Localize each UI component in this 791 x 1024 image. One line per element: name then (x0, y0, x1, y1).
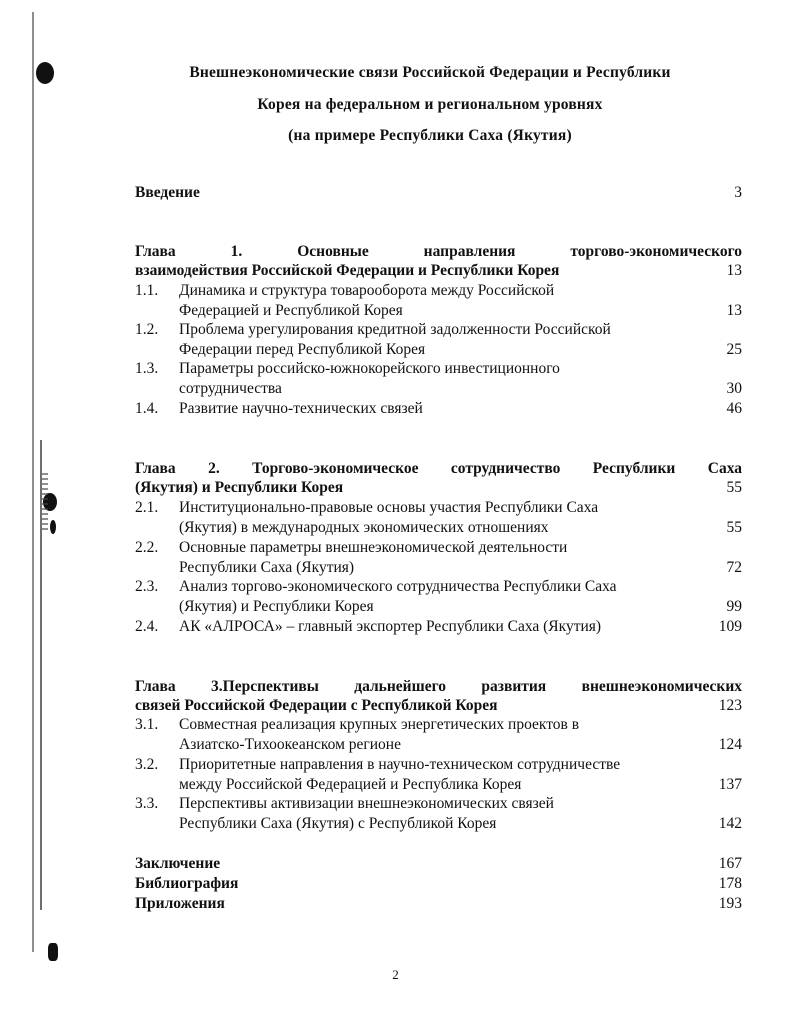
toc-label: Введение (135, 184, 200, 201)
chapter-heading-line-2 (135, 261, 742, 280)
toc-page: 46 (726, 400, 742, 417)
section-title-line-1: Институционально-правовые основы участия Республики Саха (179, 499, 599, 516)
section-number: 3.3. (135, 795, 159, 812)
toc-section (135, 794, 742, 834)
toc-section (135, 577, 742, 617)
toc-page: 193 (718, 895, 742, 912)
chapter-heading-text: связей Российской Федерации с Республикой Корея (135, 697, 498, 714)
section-number: 2.4. (135, 618, 159, 635)
section-number: 2.3. (135, 578, 159, 595)
document-title-line-2: Корея на федеральном и региональном уровнях (257, 96, 603, 113)
toc-page: 25 (726, 341, 742, 358)
scan-artifact-blot (48, 943, 58, 961)
section-title-line-1: АК «АЛРОСА» – главный экспортер Республики Саха (Якутия) (179, 618, 602, 635)
toc-page: 137 (718, 776, 742, 793)
toc-page: 72 (726, 559, 742, 576)
section-title-line-1: Анализ торгово-экономического сотрудничества Республики Саха (179, 578, 617, 595)
section-title-line-1: Основные параметры внешнеэкономической деятельности (179, 539, 568, 556)
toc-page: 55 (726, 479, 742, 496)
chapter-heading-line-2 (135, 478, 742, 497)
toc-label: Библиография (135, 875, 239, 892)
section-number: 1.2. (135, 321, 159, 338)
toc-page: 124 (718, 736, 742, 753)
chapter-heading-line-1: Глава 3.Перспективы дальнейшего развития внешнеэкономических (135, 678, 742, 695)
chapter-heading-text: (Якутия) и Республики Корея (135, 479, 344, 496)
toc-page: 167 (718, 855, 742, 872)
section-title-line-1: Приоритетные направления в научно-техническом сотрудничестве (179, 756, 621, 773)
toc-page: 13 (726, 262, 742, 279)
toc-section (135, 538, 742, 578)
section-number: 1.3. (135, 360, 159, 377)
section-title-line-2: сотрудничества (179, 380, 282, 397)
toc-label: Приложения (135, 895, 225, 912)
toc-entry-bibliography (135, 874, 742, 893)
scan-artifact-hatch (42, 470, 48, 530)
section-title-line-2: Федерацией и Республикой Корея (179, 302, 403, 319)
chapter-heading-line-1: Глава 1. Основные направления торгово-экономического (135, 243, 742, 260)
section-title-line-1: Развитие научно-технических связей (179, 400, 423, 417)
section-title-line-1: Параметры российско-южнокорейского инвестиционного (179, 360, 560, 377)
section-title-line-2: (Якутия) и Республики Корея (179, 598, 374, 615)
page-number: 2 (392, 967, 399, 982)
chapter-heading-line-1: Глава 2. Торгово-экономическое сотрудничество Республики Саха (135, 460, 742, 477)
toc-page: 55 (726, 519, 742, 536)
toc-page: 13 (726, 302, 742, 319)
toc-section (135, 281, 742, 321)
toc-section (135, 755, 742, 795)
toc-page: 178 (718, 875, 742, 892)
section-title-line-2: Азиатско-Тихоокеанском регионе (179, 736, 401, 753)
section-title-line-1: Проблема урегулирования кредитной задолженности Российской (179, 321, 611, 338)
section-title-line-1: Совместная реализация крупных энергетических проектов в (179, 716, 580, 733)
toc-section (135, 617, 742, 637)
toc-page: 123 (718, 697, 742, 714)
chapter-heading-text: взаимодействия Российской Федерации и Республики Корея (135, 262, 560, 279)
toc-page: 30 (726, 380, 742, 397)
toc-entry-intro (135, 183, 742, 202)
toc-entry-conclusion (135, 854, 742, 873)
punch-hole-mark (36, 62, 54, 84)
chapter-heading-line-2 (135, 696, 742, 715)
toc-page: 142 (718, 815, 742, 832)
document-title-line-3: (на примере Республики Саха (Якутия) (288, 127, 572, 144)
section-title-line-2: между Российской Федерацией и Республика Корея (179, 776, 522, 793)
section-title-line-1: Динамика и структура товарооборота между Российской (179, 282, 555, 299)
toc-page: 99 (726, 598, 742, 615)
section-title-line-2: Федерации перед Республикой Корея (179, 341, 426, 358)
section-title-line-2: Республики Саха (Якутия) (179, 559, 355, 576)
toc-label: Заключение (135, 855, 221, 872)
toc-page: 109 (718, 618, 742, 635)
toc-entry-appendices (135, 894, 742, 913)
section-number: 1.1. (135, 282, 159, 299)
section-number: 3.1. (135, 716, 159, 733)
toc-section (135, 399, 742, 419)
scan-artifact-blot (50, 520, 56, 534)
toc-page: 3 (734, 184, 742, 201)
toc-section (135, 498, 742, 538)
section-number: 2.2. (135, 539, 159, 556)
document-title-line-1: Внешнеэкономические связи Российской Федерации и Республики (189, 64, 671, 81)
toc-section (135, 320, 742, 360)
section-title-line-1: Перспективы активизации внешнеэкономических связей (179, 795, 554, 812)
section-number: 1.4. (135, 400, 159, 417)
scan-artifact-line (32, 12, 34, 952)
toc-section (135, 359, 742, 399)
section-number: 2.1. (135, 499, 159, 516)
toc-section (135, 715, 742, 755)
section-number: 3.2. (135, 756, 159, 773)
section-title-line-2: (Якутия) в международных экономических отношениях (179, 519, 549, 536)
section-title-line-2: Республики Саха (Якутия) с Республикой Корея (179, 815, 497, 832)
